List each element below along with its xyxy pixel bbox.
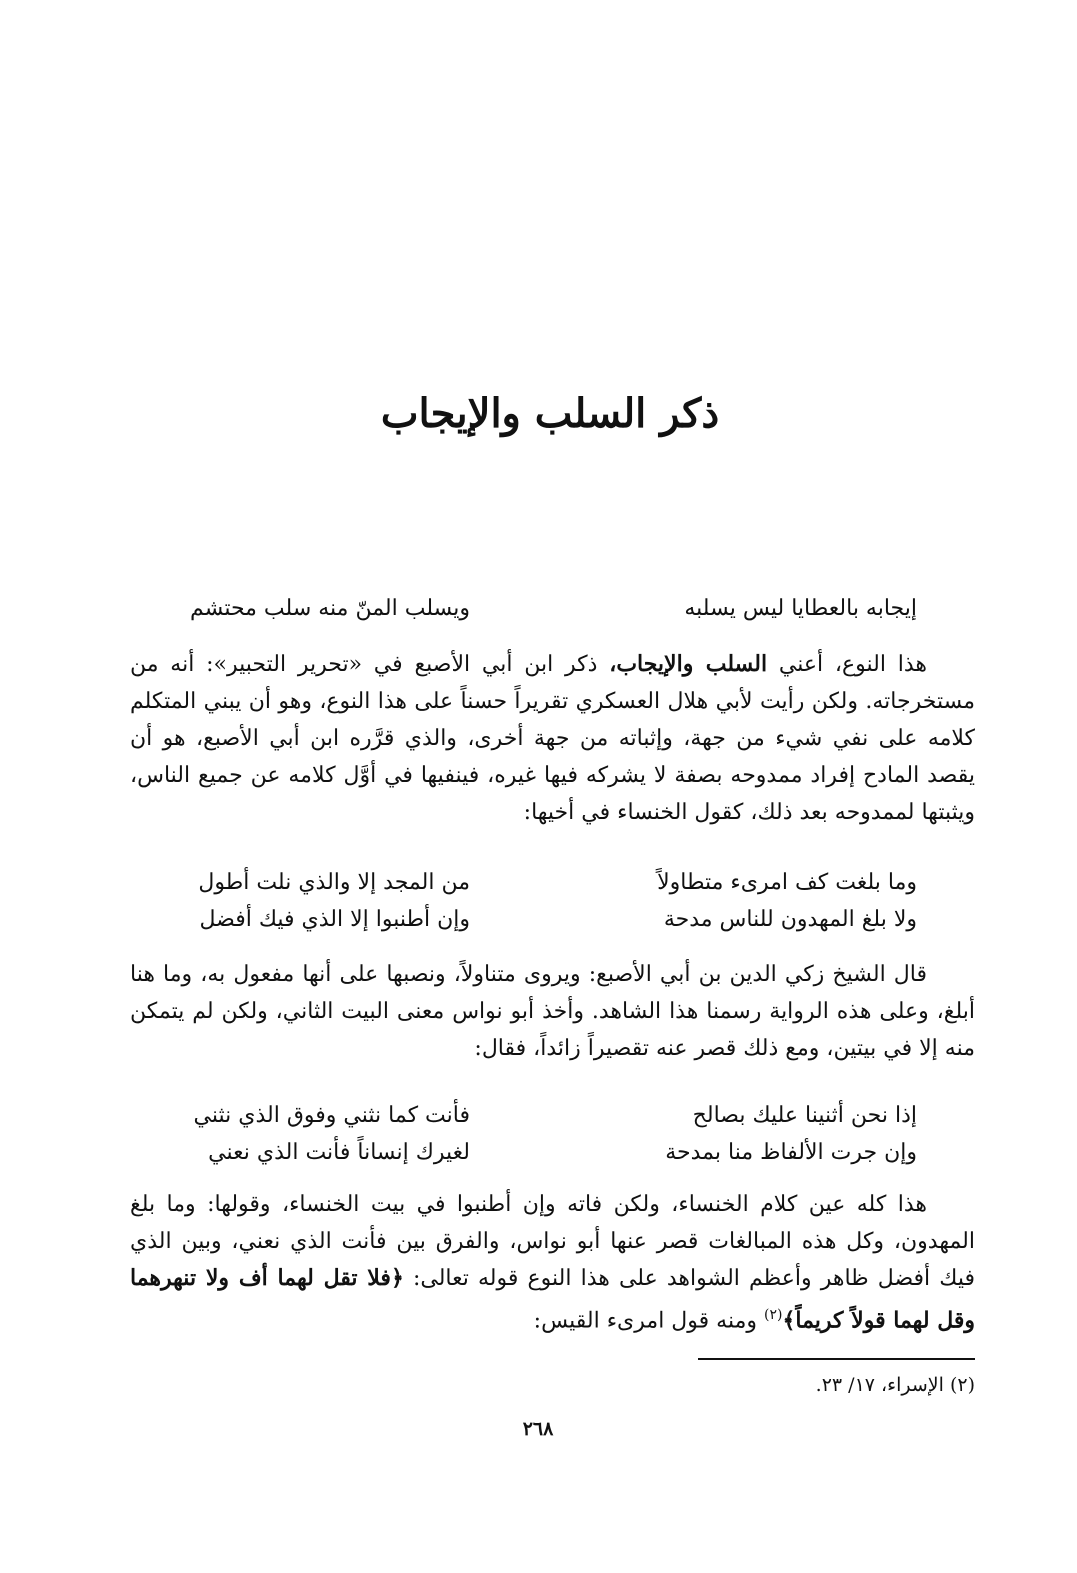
page-number: ٢٦٨ bbox=[522, 1418, 554, 1440]
paragraph-1-text bbox=[130, 646, 975, 831]
paragraph-3-text bbox=[130, 1186, 975, 1339]
chapter-title: ذكر السلب والإيجاب bbox=[380, 390, 720, 437]
verse-second-hemistich: فأنت كما نثني وفوق الذي نثني bbox=[193, 1103, 470, 1128]
verse-line bbox=[130, 1097, 975, 1134]
paragraph-1-part-2: ذكر ابن أبي الأصبع في «تحرير التحبير»: أنه من مستخرجاته. ولكن رأيت لأبي هلال العسكري تقريراً حسناً على هذا النوع، وهو أن يبني المتكلم كلامه على نفي شيء من جهة، وإثباته من جهة أخرى، والذي قرَّره ابن أبي الأصبع، هو أن يقصد المادح إفراد ممدوحه بصفة لا يشركه فيها غيره، فينفيها في أوَّل كلامه عن جميع الناس، ويثبتها لممدوحه بعد ذلك، كقول الخنساء في أخيها: bbox=[130, 652, 975, 825]
verse-second-hemistich: ويسلب المنّ منه سلب محتشم bbox=[190, 596, 470, 621]
verse-second-hemistich: لغيرك إنساناً فأنت الذي نعني bbox=[208, 1140, 470, 1165]
paragraph-2-text: قال الشيخ زكي الدين بن أبي الأصبع: ويروى متناولاً، ونصبها على أنها مفعول به، وما هنا أبلغ، وعلى هذه الرواية رسمنا هذا الشاهد. وأخذ أبو نواس معنى البيت الثاني، ولكن لم يتمكن منه إلا في بيتين، ومع ذلك قصر عنه تقصيراً زائداً، فقال: bbox=[130, 962, 975, 1061]
verse-first-hemistich: وما بلغت كف امرىء متطاولاً bbox=[657, 870, 917, 895]
verse-line bbox=[130, 590, 975, 627]
paragraph-1-bold-term: السلب والإيجاب، bbox=[609, 651, 768, 677]
paragraph-3-part-1: هذا كله عين كلام الخنساء، ولكن فاته وإن أطنبوا في بيت الخنساء، وقولها: وما بلغ المهدون، وكل هذه المبالغات قصر عنها أبو نواس، والفرق بين فأنت الذي نعني، وبين الذي فيك أفضل ظاهر وأعظم الشواهد على هذا النوع قوله تعالى: bbox=[130, 1192, 975, 1291]
paragraph-2 bbox=[130, 956, 975, 1067]
verse-second-hemistich: وإن أطنبوا إلا الذي فيك أفضل bbox=[199, 907, 470, 932]
verse-line bbox=[130, 864, 975, 901]
opening-verse bbox=[130, 590, 975, 627]
verse-first-hemistich: إيجابه بالعطايا ليس يسلبه bbox=[684, 596, 917, 621]
footnote-divider bbox=[698, 1358, 975, 1360]
verse-second-hemistich: من المجد إلا والذي نلت أطول bbox=[198, 870, 470, 895]
verse-first-hemistich: إذا نحن أثنينا عليك بصالح bbox=[692, 1103, 917, 1128]
verse-first-hemistich: ولا بلغ المهدون للناس مدحة bbox=[663, 907, 917, 932]
footnote-reference: (٢) bbox=[764, 1307, 783, 1323]
footnote: (٢) الإسراء، ١٧/ ٢٣. bbox=[815, 1374, 975, 1396]
verse-line bbox=[130, 1134, 975, 1171]
quran-quote: ﴿فلا تقل لهما أف ولا تنهرهما وقل لهما قولاً كريماً﴾ bbox=[130, 1265, 975, 1334]
paragraph-3 bbox=[130, 1186, 975, 1339]
verse-group-1 bbox=[130, 864, 975, 938]
paragraph-1 bbox=[130, 646, 975, 831]
paragraph-1-part-1: هذا النوع، أعني bbox=[767, 652, 927, 677]
paragraph-3-part-2: ومنه قول امرىء القيس: bbox=[533, 1308, 764, 1334]
verse-group-2 bbox=[130, 1097, 975, 1171]
verse-line bbox=[130, 901, 975, 938]
verse-first-hemistich: وإن جرت الألفاظ منا بمدحة bbox=[665, 1140, 917, 1165]
